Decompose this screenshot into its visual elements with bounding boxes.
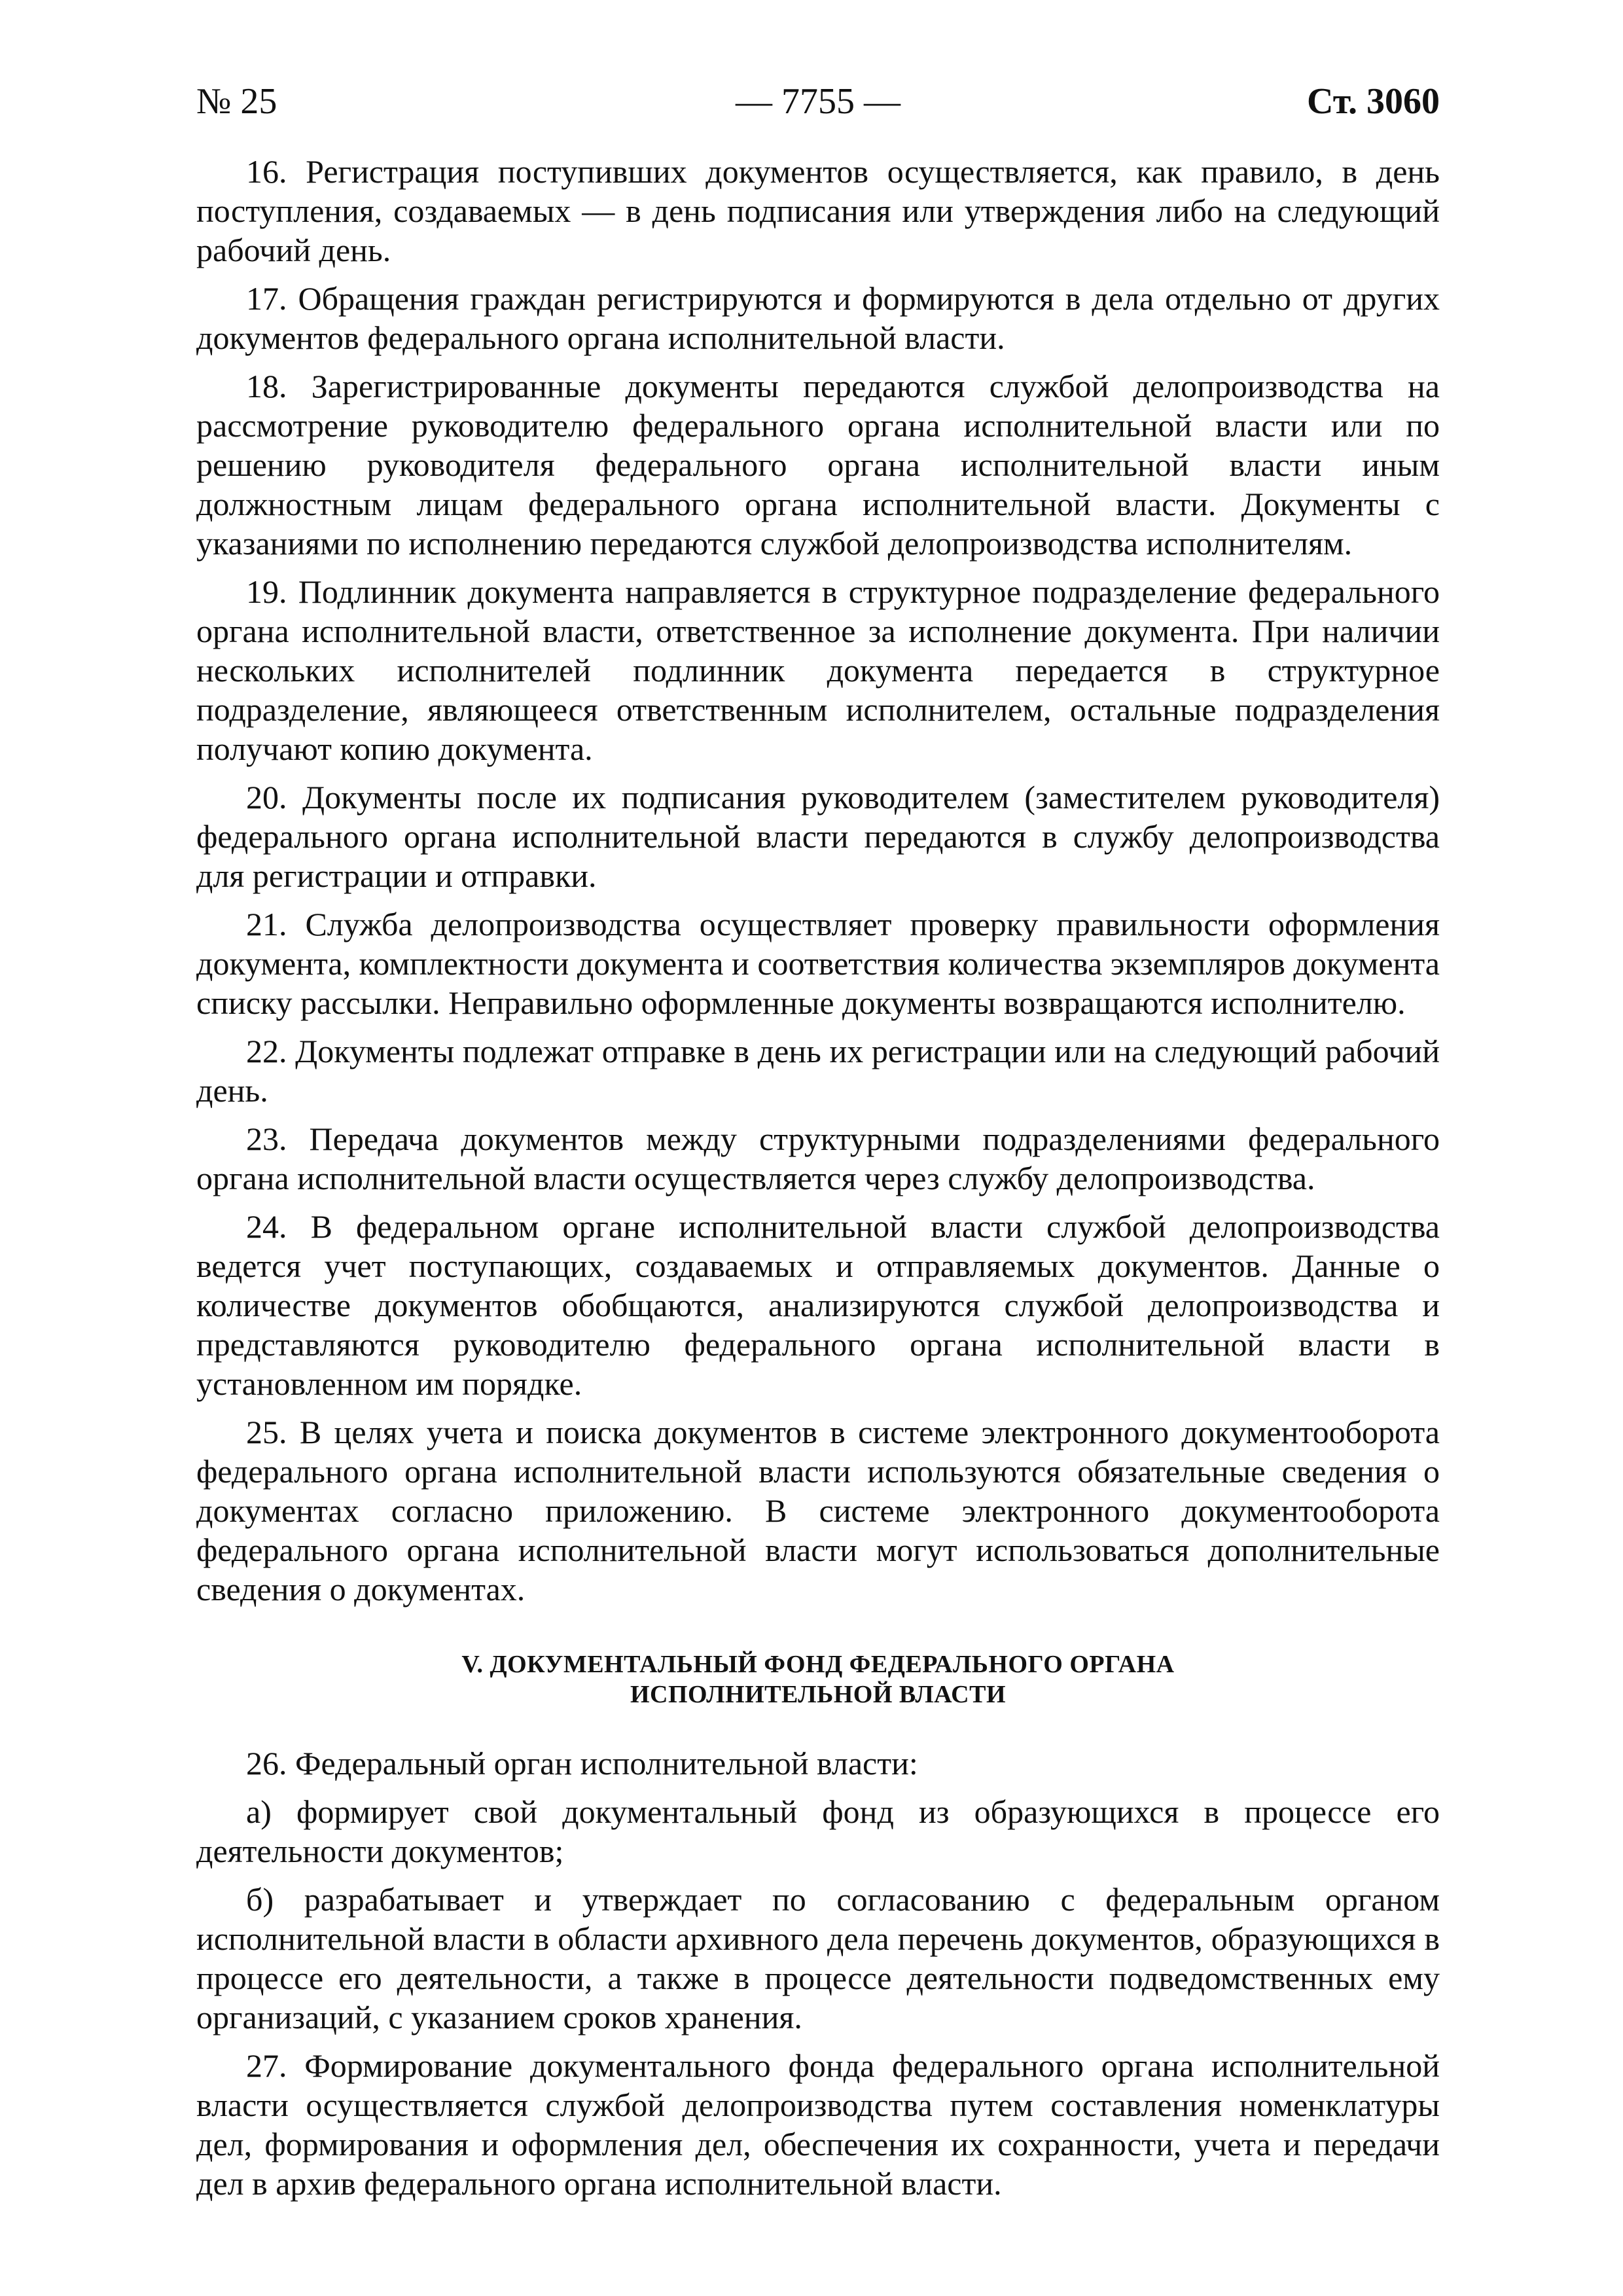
paragraph-27: 27. Формирование документального фонда федерального органа исполнительной власти осуществляется службой делопроизводства путем составления номенклатуры дел, формирования и оформления дел, обеспечения их сохранности, учета и передачи дел в архив федерального органа исполнительной власти. bbox=[196, 2047, 1440, 2202]
paragraph-21: 21. Служба делопроизводства осуществляет проверку правильности оформления документа, комплектности документа и соответствия количества экземпляров документа списку рассылки. Неправильно оформленные документы возвращаются исполнителю. bbox=[196, 906, 1440, 1021]
paragraph-26: 26. Федеральный орган исполнительной власти: bbox=[246, 1745, 918, 1782]
page-header bbox=[196, 72, 1440, 131]
issue-number: № 25 bbox=[196, 81, 277, 122]
paragraph-26-b: б) разрабатывает и утверждает по согласованию с федеральным органом исполнительной власти в области архивного дела перечень документов, образующихся в процессе его деятельности, а также в процессе деятельности подведомственных ему организаций, с указанием сроков хранения. bbox=[196, 1881, 1440, 2036]
paragraph-16: 16. Регистрация поступивших документов осуществляется, как правило, в день поступления, создаваемых — в день подписания или утверждения либо на следующий рабочий день. bbox=[196, 153, 1440, 268]
page-number: — 7755 — bbox=[736, 81, 901, 122]
document-body bbox=[196, 152, 1440, 2203]
section-heading bbox=[196, 1649, 1440, 1710]
paragraph-25: 25. В целях учета и поиска документов в системе электронного документооборота федерального органа исполнительной власти используются обязательные сведения о документах согласно приложению. В системе электронного документооборота федерального органа исполнительной власти могут использоваться дополнительные сведения о документах. bbox=[196, 1414, 1440, 1607]
paragraph-22: 22. Документы подлежат отправке в день их регистрации или на следующий рабочий день. bbox=[196, 1033, 1440, 1109]
paragraph-20: 20. Документы после их подписания руководителем (заместителем руководителя) федерального органа исполнительной власти передаются в службу делопроизводства для регистрации и отправки. bbox=[196, 779, 1440, 894]
paragraph-19: 19. Подлинник документа направляется в структурное подразделение федерального органа исполнительной власти, ответственное за исполнение документа. При наличии нескольких исполнителей подлинник документа передается в структурное подразделение, являющееся ответственным исполнителем, остальные подразделения получают копию документа. bbox=[196, 573, 1440, 767]
document-page bbox=[196, 72, 1440, 2212]
paragraph-18: 18. Зарегистрированные документы передаются службой делопроизводства на рассмотрение руководителю федерального органа исполнительной власти или по решению руководителя федерального органа исполнительной власти иным должностным лицам федерального органа исполнительной власти. Документы с указаниями по исполнению передаются службой делопроизводства исполнителям. bbox=[196, 368, 1440, 562]
section-heading-line-2: ИСПОЛНИТЕЛЬНОЙ ВЛАСТИ bbox=[630, 1681, 1007, 1708]
paragraph-23: 23. Передача документов между структурными подразделениями федерального органа исполнительной власти осуществляется через службу делопроизводства. bbox=[196, 1121, 1440, 1196]
paragraph-24: 24. В федеральном органе исполнительной власти службой делопроизводства ведется учет поступающих, создаваемых и отправляемых документов. Данные о количестве документов обобщаются, анализируются службой делопроизводства и представляются руководителю федерального органа исполнительной власти в установленном им порядке. bbox=[196, 1208, 1440, 1402]
section-heading-line-1: V. ДОКУМЕНТАЛЬНЫЙ ФОНД ФЕДЕРАЛЬНОГО ОРГАНА bbox=[461, 1651, 1175, 1678]
paragraph-26-a: а) формирует свой документальный фонд из образующихся в процессе его деятельности документов; bbox=[196, 1793, 1440, 1869]
article-number: Ст. 3060 bbox=[1307, 81, 1440, 122]
paragraph-17: 17. Обращения граждан регистрируются и формируются в дела отдельно от других документов федерального органа исполнительной власти. bbox=[196, 280, 1440, 356]
